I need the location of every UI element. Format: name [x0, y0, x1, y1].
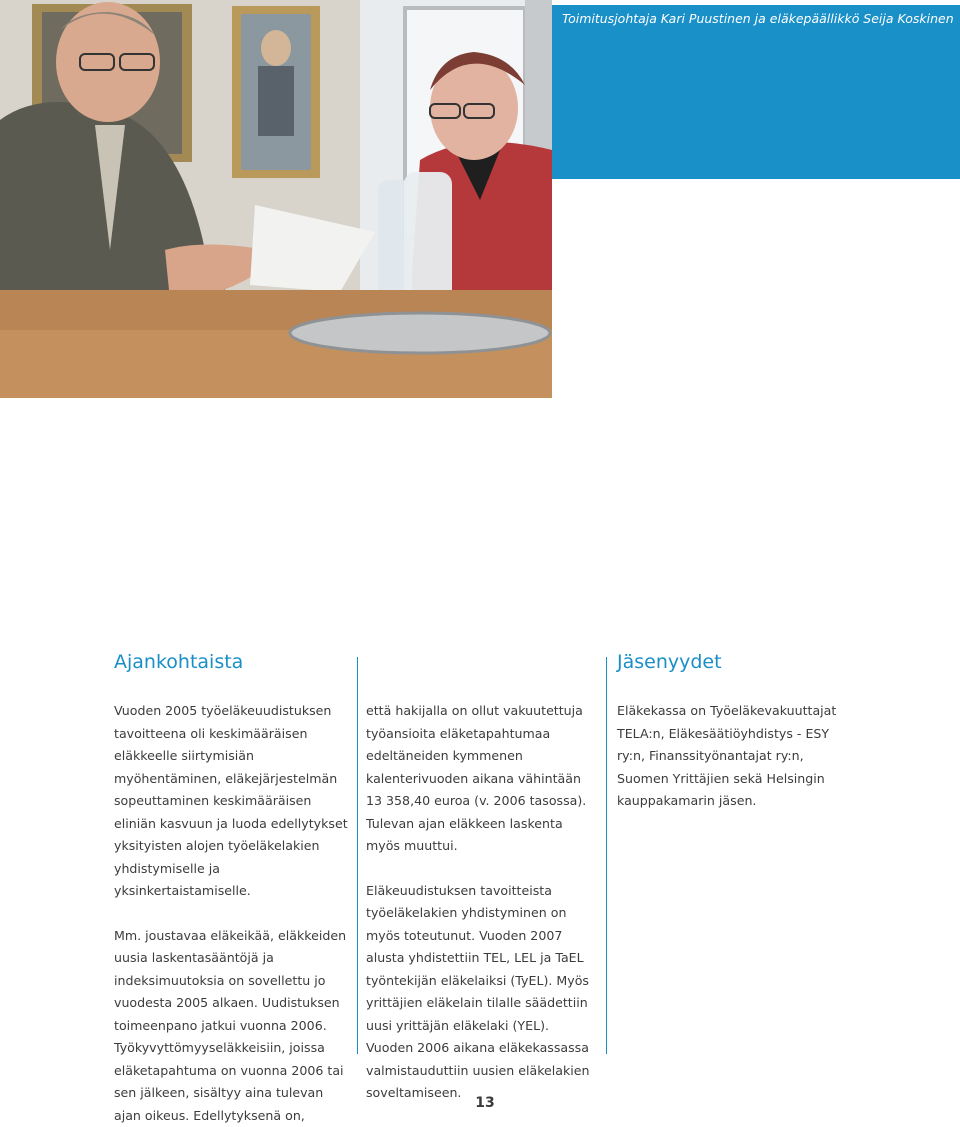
news-column-2	[366, 700, 600, 1105]
meeting-photo	[0, 0, 552, 398]
column-divider	[357, 657, 358, 1054]
body-paragraph: Eläkekassa on Työeläkevakuuttajat TELA:n, Eläkesäätiöyhdistys - ESY ry:n, Finanssityönantajat ry:n, Suomen Yrittäjien sekä Helsingin kauppakamarin jäsen.	[617, 700, 857, 813]
meeting-photo-illustration	[0, 0, 552, 398]
body-paragraph: Mm. joustavaa eläkeikää, eläkkeiden uusia laskentasääntöjä ja indeksimuutoksia on sovellettu jo vuodesta 2005 alkaen. Uudistuksen toimeenpano jatkui vuonna 2006. Työkyvyttömyyseläkkeisiin, joissa eläketapahtuma on vuonna 2006 tai sen jälkeen, sisältyy aina tulevan ajan oikeus. Edellytyksenä on,	[114, 925, 350, 1127]
news-column-1	[114, 700, 350, 1127]
photo-caption: Toimitusjohtaja Kari Puustinen ja eläkepäällikkö Seija Koskinen	[562, 11, 954, 26]
memberships-heading: Jäsenyydet	[617, 651, 722, 673]
page-number: 13	[0, 1095, 960, 1111]
news-heading: Ajankohtaista	[114, 651, 243, 673]
body-paragraph: Vuoden 2005 työeläkeuudistuksen tavoitteena oli keskimääräisen eläkkeelle siirtymisiän myöhentäminen, eläkejärjestelmän sopeuttaminen keskimääräisen eliniän kasvuun ja luoda edellytykset yksityisten alojen työeläkelakien yhdistymiselle ja yksinkertaistamiselle.	[114, 700, 350, 903]
column-divider	[606, 657, 607, 1054]
body-paragraph: Eläkeuudistuksen tavoitteista työeläkelakien yhdistyminen on myös toteutunut. Vuoden 2007 alusta yhdistettiin TEL, LEL ja TaEL työntekijän eläkelaiksi (TyEL). Myös yrittäjien eläkelain tilalle säädettiin uusi yrittäjän eläkelaki (YEL). Vuoden 2006 aikana eläkekassassa valmistauduttiin uusien eläkelakien soveltamiseen.	[366, 880, 600, 1105]
memberships-column	[617, 700, 857, 813]
body-paragraph: että hakijalla on ollut vakuutettuja työansioita eläketapahtumaa edeltäneiden kymmenen kalenterivuoden aikana vähintään 13 358,40 euroa (v. 2006 tasossa). Tulevan ajan eläkkeen laskenta myös muuttui.	[366, 700, 600, 858]
photo-caption-box	[552, 5, 960, 179]
